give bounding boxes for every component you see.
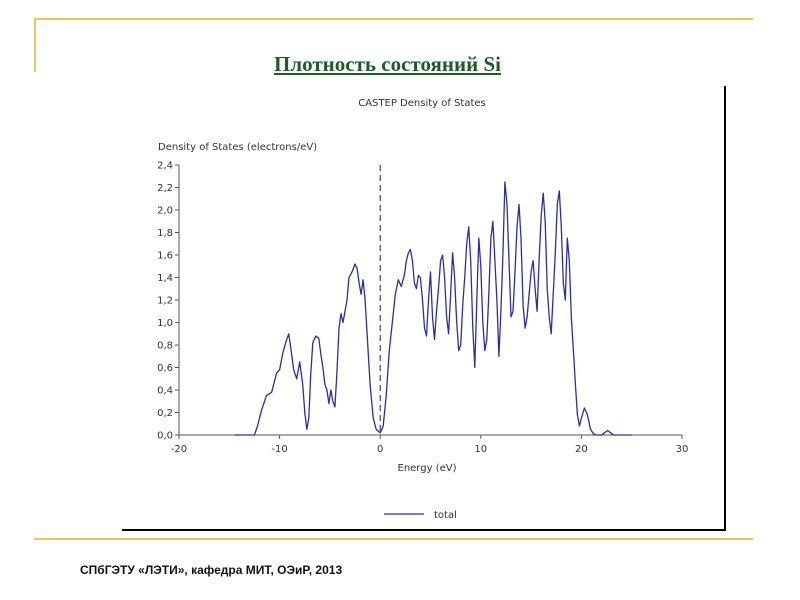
x-tick-label: 30: [675, 444, 689, 455]
y-axis-label: Density of States (electrons/eV): [158, 142, 318, 153]
x-tick-label: -10: [271, 444, 288, 455]
y-tick-label: 1,8: [157, 228, 173, 239]
y-tick-label: 1,4: [157, 273, 173, 284]
slide-frame-top-line: [34, 18, 753, 20]
y-tick-label: 2,2: [157, 183, 173, 194]
slide-title: Плотность состояний Si: [274, 52, 501, 76]
dos-chart: [122, 86, 728, 530]
x-tick-label: -20: [170, 444, 188, 455]
x-tick-label: 10: [474, 444, 488, 455]
slide-frame-bottom-line: [34, 538, 753, 540]
x-tick-label: 20: [575, 444, 588, 455]
x-tick-label: 0: [377, 444, 384, 455]
chart-legend: [384, 510, 457, 521]
series-line-total: [234, 182, 631, 435]
y-tick-label: 0,2: [157, 408, 173, 419]
y-tick-label: 0,0: [157, 430, 173, 442]
chart-panel: [122, 86, 728, 530]
y-tick-label: 2,0: [157, 205, 173, 217]
x-axis-label: Energy (eV): [397, 463, 457, 474]
y-tick-label: 1,0: [157, 318, 173, 329]
chart-title: CASTEP Density of States: [358, 98, 486, 109]
y-tick-label: 1,2: [157, 295, 173, 307]
y-tick-label: 2,4: [157, 160, 173, 172]
y-tick-label: 0,4: [157, 385, 173, 397]
legend-label: total: [434, 510, 457, 521]
y-tick-label: 1,6: [157, 250, 173, 262]
chart-border-bottom: [122, 529, 726, 531]
y-tick-label: 0,6: [157, 363, 173, 374]
chart-plot-area: [234, 165, 631, 435]
chart-border-right: [724, 86, 726, 531]
y-tick-label: 0,8: [157, 340, 173, 352]
slide-footer: СПбГЭТУ «ЛЭТИ», кафедра МИТ, ОЭиР, 2013: [80, 563, 343, 577]
